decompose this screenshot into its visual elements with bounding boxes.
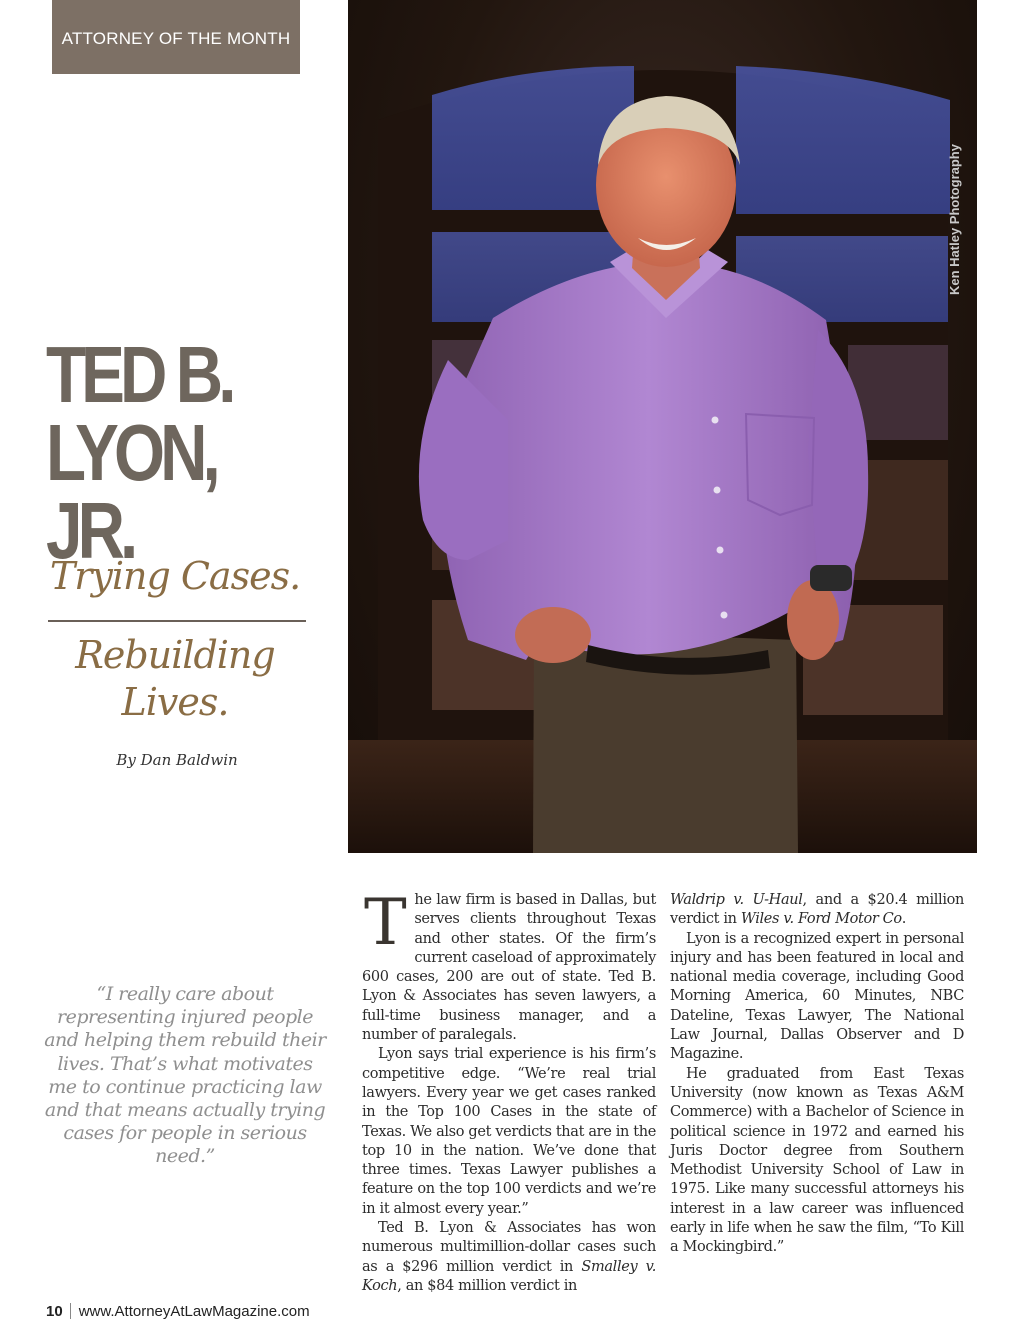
subtitle-divider	[48, 620, 306, 622]
pull-quote: “I really care about representing injured people and helping them rebuild their lives. That’s what motivates me to continue practicing law and that means actually trying cases for people in serious need.”	[44, 983, 326, 1168]
drop-cap: T	[364, 886, 407, 960]
headline	[46, 330, 292, 575]
article-column-2	[670, 891, 964, 1258]
portrait-illustration	[348, 0, 977, 853]
subtitle-line-1: Trying Cases.	[49, 554, 301, 598]
headline-line-1: TED B.	[46, 330, 232, 419]
article-paragraph-3: Ted B. Lyon & Associates has won numerous multimillion-dollar cases such as a $296 million verdict in Smalley v. Koch, an $84 million verdict in	[362, 1220, 656, 1294]
portrait-photo	[348, 0, 977, 853]
footer-website: www.AttorneyAtLawMagazine.com	[78, 1303, 310, 1320]
page-footer	[46, 1303, 310, 1320]
article-paragraph-1: The law firm is based in Dallas, but serves clients throughout Texas and other states. Of the firm’s current caseload of approximately 600 cases, 200 are out of state. Ted B. Lyon & Associates has seven lawyers, a full-time business manager, and a number of paralegals.	[362, 886, 656, 1044]
subtitle-line-2b: Lives.	[121, 680, 229, 724]
article-paragraph-4: Lyon is a recognized expert in personal injury and has been featured in local and national media coverage, including Good Morning America, 60 Minutes, NBC Dateline, Texas Lawyer, The National Law Journal, Dallas Observer and D Magazine.	[670, 930, 964, 1063]
photo-credit: Ken Hatley Photography	[947, 144, 962, 295]
subtitle-line-2a: Rebuilding	[75, 633, 275, 677]
article-paragraph-2: Lyon says trial experience is his firm’s competitive edge. “We’re real trial lawyers. Every year we get cases ranked in the Top 100 Cases in the state of Texas. We also get verdicts that are in the top 10 in the nation. We’ve done that three times. Texas Lawyer publishes a feature on the top 100 verdicts and we’re in it almost every year.”	[362, 1046, 656, 1217]
subtitle-line-2	[46, 632, 304, 726]
page-number: 10	[46, 1303, 63, 1320]
footer-separator	[70, 1303, 71, 1319]
section-badge: ATTORNEY OF THE MONTH	[52, 0, 300, 74]
article-paragraph-5: He graduated from East Texas University (now known as Texas A&M Commerce) with a Bachelor of Science in political science in 1972 and earned his Juris Doctor degree from Southern Methodist University School of Law in 1975. Like many successful attorneys his interest in a law career was influenced early in life when he saw the film, “To Kill a Mockingbird.”	[670, 1065, 964, 1256]
byline: By Dan Baldwin	[116, 751, 238, 769]
article-paragraph-3-continued: Waldrip v. U-Haul, and a $20.4 million verdict in Wiles v. Ford Motor Co.	[670, 892, 964, 928]
headline-line-2: LYON, JR.	[46, 408, 216, 575]
article-column-1	[362, 886, 656, 1296]
